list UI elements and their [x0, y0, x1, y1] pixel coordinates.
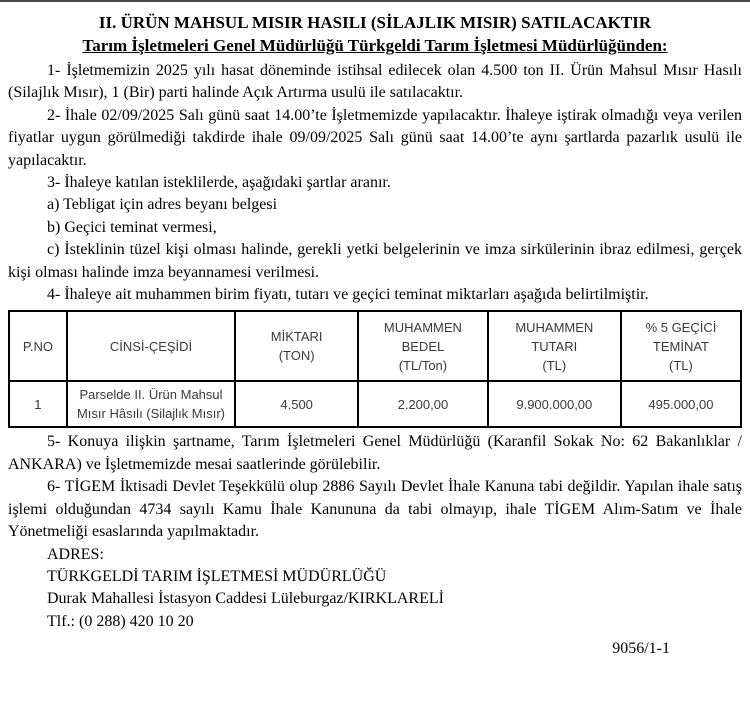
cell-pno: 1 [9, 381, 67, 427]
column-header-label: MUHAMMEN [515, 319, 594, 335]
document-title: II. ÜRÜN MAHSUL MISIR HASILI (SİLAJLIK MISIR) SATILACAKTIR [98, 13, 652, 32]
column-header-miktari [235, 311, 358, 381]
address-label: ADRES: [47, 545, 104, 563]
cell-cinsi [67, 381, 235, 427]
table-header-row [9, 311, 741, 381]
column-header-label: P.NO [22, 338, 53, 354]
paragraph-clause-a: a) Tebligat için adres beyanı belgesi [47, 196, 278, 214]
column-header-label: (TL) [542, 357, 567, 373]
paragraph-clause-2: 2- İhale 02/09/2025 Salı günü saat 14.00’te İşletmemizde yapılacaktır. İhaleye iştirak olmadığı veya verilen fiyatlar uygun görülmediği takdirde ihale 09/09/2025 Salı günü saat 14.00’te aynı şartlarda pazarlık usulü ile yapılacaktır. [8, 106, 742, 169]
address-block [8, 544, 742, 634]
column-header-muhammen-bedel [358, 311, 488, 381]
price-table [8, 310, 742, 428]
column-header-pno [9, 311, 67, 381]
cell-muhammen-bedel: 2.200,00 [358, 381, 488, 427]
column-header-label: TEMİNAT [652, 338, 709, 354]
column-header-label: BEDEL [401, 338, 445, 354]
document-subtitle: Tarım İşletmeleri Genel Müdürlüğü Türkgeldi Tarım İşletmesi Müdürlüğünden: [82, 36, 668, 55]
table-row [9, 381, 741, 427]
paragraph-clause-6: 6- TİGEM İktisadi Devlet Teşekkülü olup 2886 Sayılı Devlet İhale Kanuna tabi değildir. Yapılan ihale satış işlemi olduğundan 4734 sayılı Kamu İhale Kanununa da tabi olmayıp, ihale TİGEM Alım-Satım ve İhale Yönetmeliği esaslarında yapılmaktadır. [8, 478, 742, 541]
paragraph-clause-c: c) İsteklinin tüzel kişi olması halinde, gerekli yetki belgelerinin ve imza sirkülerinin ibraz edilmesi, gerçek kişi olması halinde imza beyannamesi verilmesi. [8, 241, 742, 281]
column-header-label: MUHAMMEN [383, 319, 462, 335]
column-header-label: CİNSİ-ÇEŞİDİ [109, 338, 193, 354]
column-header-gecici-teminat [621, 311, 741, 381]
column-header-label: TUTARI [531, 338, 578, 354]
column-header-label: % 5 GEÇİCİ [645, 319, 717, 335]
address-street: Durak Mahallesi İstasyon Caddesi Lüleburgaz/KIRKLARELİ [47, 590, 444, 608]
cell-cinsi-line: Mısır Hâsılı (Silajlık Mısır) [76, 406, 226, 422]
cell-gecici-teminat: 495.000,00 [621, 381, 741, 427]
column-header-label: (TL/Ton) [398, 357, 448, 373]
announcement-reference-number: 9056/1-1 [612, 640, 670, 658]
column-header-muhammen-tutari [488, 311, 621, 381]
column-header-label: MİKTARI [270, 329, 323, 345]
cell-muhammen-tutari: 9.900.000,00 [488, 381, 621, 427]
cell-miktari: 4.500 [235, 381, 358, 427]
paragraph-clause-1: 1- İşletmemizin 2025 yılı hasat döneminde istihsal edilecek olan 4.500 ton II. Ürün Mahsul Mısır Hasılı (Silajlık Mısır), 1 (Bir) parti halinde Açık Artırma usulü ile satılacaktır. [8, 62, 742, 102]
paragraph-clause-4: 4- İhaleye ait muhammen birim fiyatı, tutarı ve geçici teminat miktarları aşağıda belirtilmiştir. [47, 286, 649, 304]
column-header-label: (TL) [669, 357, 693, 373]
paragraph-clause-b: b) Geçici teminat vermesi, [47, 218, 217, 236]
cell-cinsi-line: Parselde II. Ürün Mahsul [79, 387, 223, 403]
column-header-cinsi [67, 311, 235, 381]
announcement-document [0, 2, 750, 661]
column-header-label: (TON) [278, 348, 315, 364]
address-phone: Tlf.: (0 288) 420 10 20 [47, 612, 194, 630]
paragraph-clause-5: 5- Konuya ilişkin şartname, Tarım İşletmeleri Genel Müdürlüğü (Karanfil Sokak No: 62 Bakanlıklar / ANKARA) ve İşletmemizde mesai saatlerinde görülebilir. [8, 433, 742, 473]
address-organization: TÜRKGELDİ TARIM İŞLETMESİ MÜDÜRLÜĞÜ [47, 567, 387, 585]
paragraph-clause-3: 3- İhaleye katılan isteklilerde, aşağıdaki şartlar aranır. [47, 174, 391, 192]
